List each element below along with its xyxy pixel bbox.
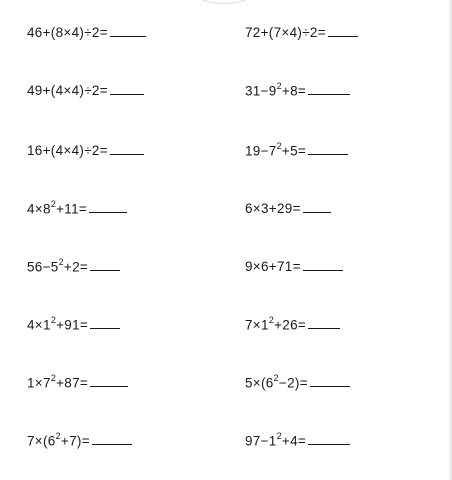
answer-blank[interactable] <box>110 80 144 95</box>
answer-blank[interactable] <box>110 22 146 37</box>
problem-left-8 <box>27 430 132 452</box>
problem-right-1 <box>245 22 358 44</box>
answer-blank[interactable] <box>308 140 348 155</box>
expression: 16+(4×4)÷2= <box>27 143 108 158</box>
answer-blank[interactable] <box>303 256 343 271</box>
exponent: 2 <box>50 198 57 209</box>
expression: 9×6+71= <box>245 259 301 274</box>
exponent: 2 <box>58 256 64 267</box>
expression: $7\times 1^2+26=$ <box>245 314 307 332</box>
problem-left-5 <box>27 256 120 278</box>
expression: $1\times 7^2+87=$ <box>27 372 89 390</box>
exponent: 2 <box>276 430 282 441</box>
answer-blank[interactable] <box>303 198 331 213</box>
problem-right-8 <box>245 430 350 452</box>
expression: $7\times(6^2+7)=$ <box>27 430 90 448</box>
expression: 6×3+29= <box>245 201 301 216</box>
problem-right-2 <box>245 80 350 102</box>
problem-right-4 <box>245 198 331 220</box>
problem-left-4 <box>27 198 127 220</box>
exponent: 2 <box>50 314 57 325</box>
exponent: 2 <box>55 430 61 441</box>
problem-left-7 <box>27 372 128 394</box>
answer-blank[interactable] <box>92 430 132 445</box>
exponent: 2 <box>276 140 282 151</box>
expression: 49+(4×4)÷2= <box>27 83 108 98</box>
expression: $97-1^2+4=$ <box>245 430 307 448</box>
answer-blank[interactable] <box>89 198 127 213</box>
problem-right-7 <box>245 372 350 394</box>
expression: $4\times 1^2+91=$ <box>27 314 89 332</box>
answer-blank[interactable] <box>90 372 128 387</box>
problem-left-3 <box>27 140 144 162</box>
exponent: 2 <box>50 372 57 383</box>
answer-blank[interactable] <box>90 256 120 271</box>
answer-blank[interactable] <box>308 80 350 95</box>
answer-blank[interactable] <box>90 314 120 329</box>
expression: $19-7^2+5=$ <box>245 140 307 158</box>
answer-blank[interactable] <box>308 430 350 445</box>
expression: 46+(8×4)÷2= <box>27 25 108 40</box>
exponent: 2 <box>273 372 279 383</box>
answer-blank[interactable] <box>308 314 340 329</box>
problem-right-5 <box>245 256 343 278</box>
exponent: 2 <box>276 80 282 91</box>
exponent: 2 <box>268 314 275 325</box>
problem-left-6 <box>27 314 120 336</box>
answer-blank[interactable] <box>310 372 350 387</box>
problem-right-6 <box>245 314 340 336</box>
problem-right-3 <box>245 140 348 162</box>
expression: 72+(7×4)÷2= <box>245 25 326 40</box>
problem-left-1 <box>27 22 146 44</box>
expression: $56-5^2+2=$ <box>27 256 89 274</box>
answer-blank[interactable] <box>110 140 144 155</box>
expression: $5\times(6^2-2)=$ <box>245 372 308 390</box>
expression: $31-9^2+8=$ <box>245 80 307 98</box>
problem-left-2 <box>27 80 144 102</box>
expression: $4\times 8^2+11=$ <box>27 198 88 216</box>
answer-blank[interactable] <box>328 22 358 37</box>
